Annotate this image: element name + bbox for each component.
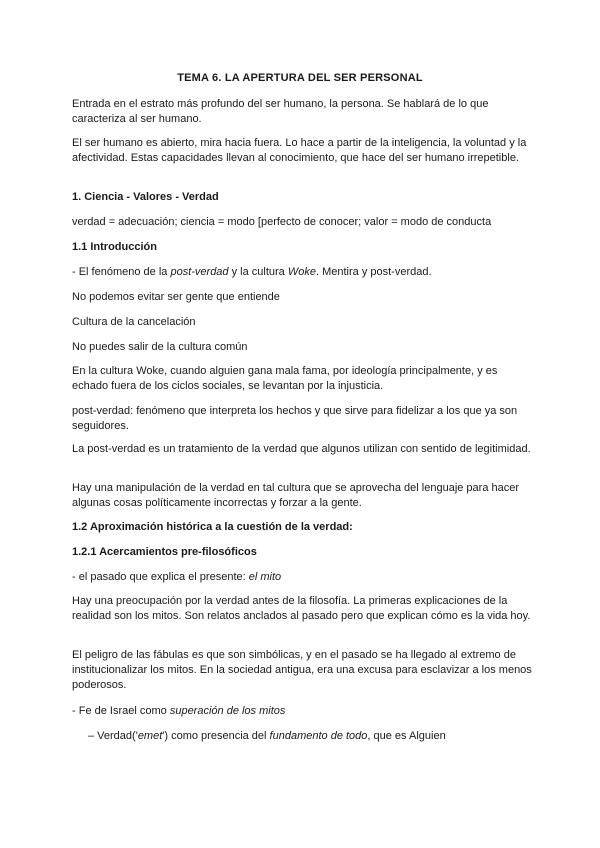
post-truth-legitimacy-paragraph: La post-verdad es un tratamiento de la verdad que algunos utilizan con sentido de legitimidad. [72,443,531,455]
intro-paragraph-1: Entrada en el estrato más profundo del ser humano, la persona. Se hablará de lo que caracteriza al ser humano. [72,98,489,125]
myth-line: - el pasado que explica el presente: el mito [72,571,282,583]
manipulation-paragraph: Hay una manipulación de la verdad en tal cultura que se aprovecha del lenguaje para hacer algunas cosas políticamente incorrectas y forzar a la gente. [72,482,520,509]
woke-paragraph: En la cultura Woke, cuando alguien gana mala fama, por ideología principalmente, y es echado fuera de los ciclos sociales, se levantan por la injusticia. [72,365,498,392]
list-line-common-culture: No puedes salir de la cultura común [72,341,248,353]
post-truth-woke-line: - El fenómeno de la post-verdad y la cultura Woke. Mentira y post-verdad. [72,266,432,278]
post-truth-definition-paragraph: post-verdad: fenómeno que interpreta los hechos y que sirve para fidelizar a los que ya son seguidores. [72,405,518,432]
list-line-cancel-culture: Cultura de la cancelación [72,316,196,328]
section-1-2-1-heading: 1.2.1 Acercamientos pre-filosóficos [72,546,257,558]
definitions-line: verdad = adecuación; ciencia = modo [perfecto de conocer; valor = modo de conducta [72,216,492,228]
section-1-1-heading: 1.1 Introducción [72,241,157,253]
document-title: TEMA 6. LA APERTURA DEL SER PERSONAL [177,72,423,84]
israel-faith-line: - Fe de Israel como superación de los mitos [72,705,286,717]
section-1-2-heading: 1.2 Aproximación histórica a la cuestión de la verdad: [72,521,353,533]
emet-line: – Verdad('emet') como presencia del fundamento de todo, que es Alguien [88,730,446,742]
section-1-heading: 1. Ciencia - Valores - Verdad [72,191,219,203]
myths-paragraph: Hay una preocupación por la verdad antes de la filosofía. La primeras explicaciones de la realidad son los mitos. Son relatos anclados al pasado pero que explican cómo es la vida hoy. [72,595,531,622]
list-line-understand: No podemos evitar ser gente que entiende [72,291,280,303]
fables-paragraph: El peligro de las fábulas es que son simbólicas, y en el pasado se ha llegado al extremo de institucionalizar los mitos. En la sociedad antigua, era una excusa para esclavizar a los menos poderosos. [72,649,532,691]
intro-paragraph-2: El ser humano es abierto, mira hacia fuera. Lo hace a partir de la inteligencia, la voluntad y la afectividad. Estas capacidades llevan al conocimiento, que hace del ser humano irrepetible. [72,137,527,164]
